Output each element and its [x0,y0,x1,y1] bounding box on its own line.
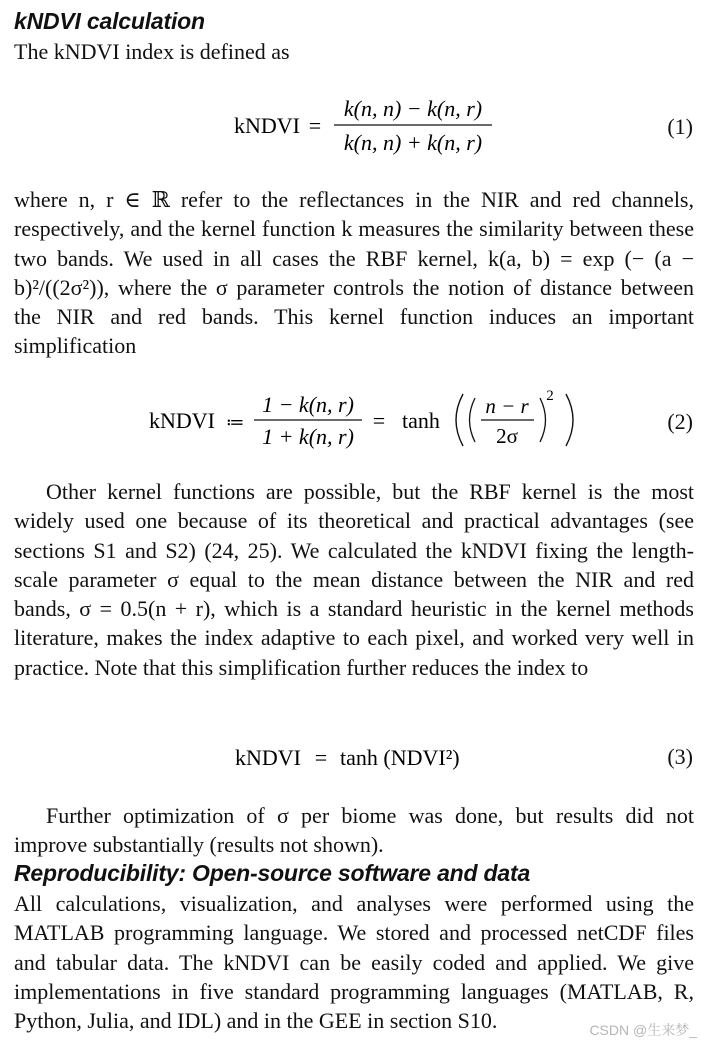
eq2-func: tanh [402,408,440,433]
eq3-number: (3) [667,744,693,769]
eq3-op: = [314,745,328,770]
eq2-def: ≔ [225,412,245,433]
eq2-inner-numerator: n − r [485,394,529,418]
eq3-lhs: kNDVI [235,745,301,770]
equation-3-svg [0,730,713,790]
eq2-inner-right-paren [540,398,546,442]
eq2-inner-denominator: 2σ [496,424,518,448]
eq2-power: 2 [546,388,554,404]
equation-1 [0,88,713,168]
paragraph-4: All calculations, visualization, and analyses were performed using the MATLAB programming language. We stored and processed netCDF files and tabular data. The kNDVI can be easily coded and applied. We give implementations in five standard programming languages (MATLAB, R, Python, Julia, and IDL) and in the GEE in section S10. [14,891,694,1034]
eq1-op: = [308,113,322,138]
eq1-denominator: k(n, n) + k(n, r) [343,130,483,155]
eq3-rhs: tanh (NDVI²) [340,745,460,770]
paragraph-3: Further optimization of σ per biome was done, but results did not improve substantially (results not shown). [14,803,694,858]
section-heading-kndvi: kNDVI calculation [14,8,205,34]
eq2-inner-left-paren [470,398,476,442]
eq2-numerator: 1 − k(n, r) [262,392,354,417]
paragraph-1: where n, r ∈ ℝ refer to the reflectances in the NIR and red channels, respectively, and the kernel function k measures the similarity between these two bands. We used in all cases the RBF kernel, k(a, b) = exp (− (a − b)²/((2σ²)), where the σ parameter controls the notion of distance between the NIR and red bands. This kernel function induces an important simplification [14,187,694,359]
eq2-lhs: kNDVI [149,408,215,433]
paragraph-2: Other kernel functions are possible, but the RBF kernel is the most widely used one because of its theoretical and practical advantages (see sections S1 and S2) (24, 25). We calculated the kNDVI fixing the length-scale parameter σ equal to the mean distance between the NIR and red bands, σ = 0.5(n + r), which is a standard heuristic in the kernel methods literature, makes the index adaptive to each pixel, and worked very well in practice. Note that this simplification further reduces the index to [14,479,694,680]
section-heading-reproducibility: Reproducibility: Open-source software and data [14,860,531,886]
equation-2-svg [0,380,713,460]
eq2-eq: = [372,408,386,433]
eq2-outer-left-paren [456,394,463,446]
equation-3 [0,730,713,810]
eq1-number: (1) [667,114,693,139]
eq1-numerator: k(n, n) − k(n, r) [343,96,483,121]
eq2-number: (2) [667,409,693,434]
eq1-lhs: kNDVI [234,113,300,138]
eq2-outer-right-paren [566,394,573,446]
equation-2 [0,380,713,460]
watermark: CSDN @生来梦_ [589,1022,697,1038]
eq2-denominator: 1 + k(n, r) [262,424,354,449]
intro-text: The kNDVI index is defined as [14,39,290,64]
equation-1-svg [0,88,713,168]
